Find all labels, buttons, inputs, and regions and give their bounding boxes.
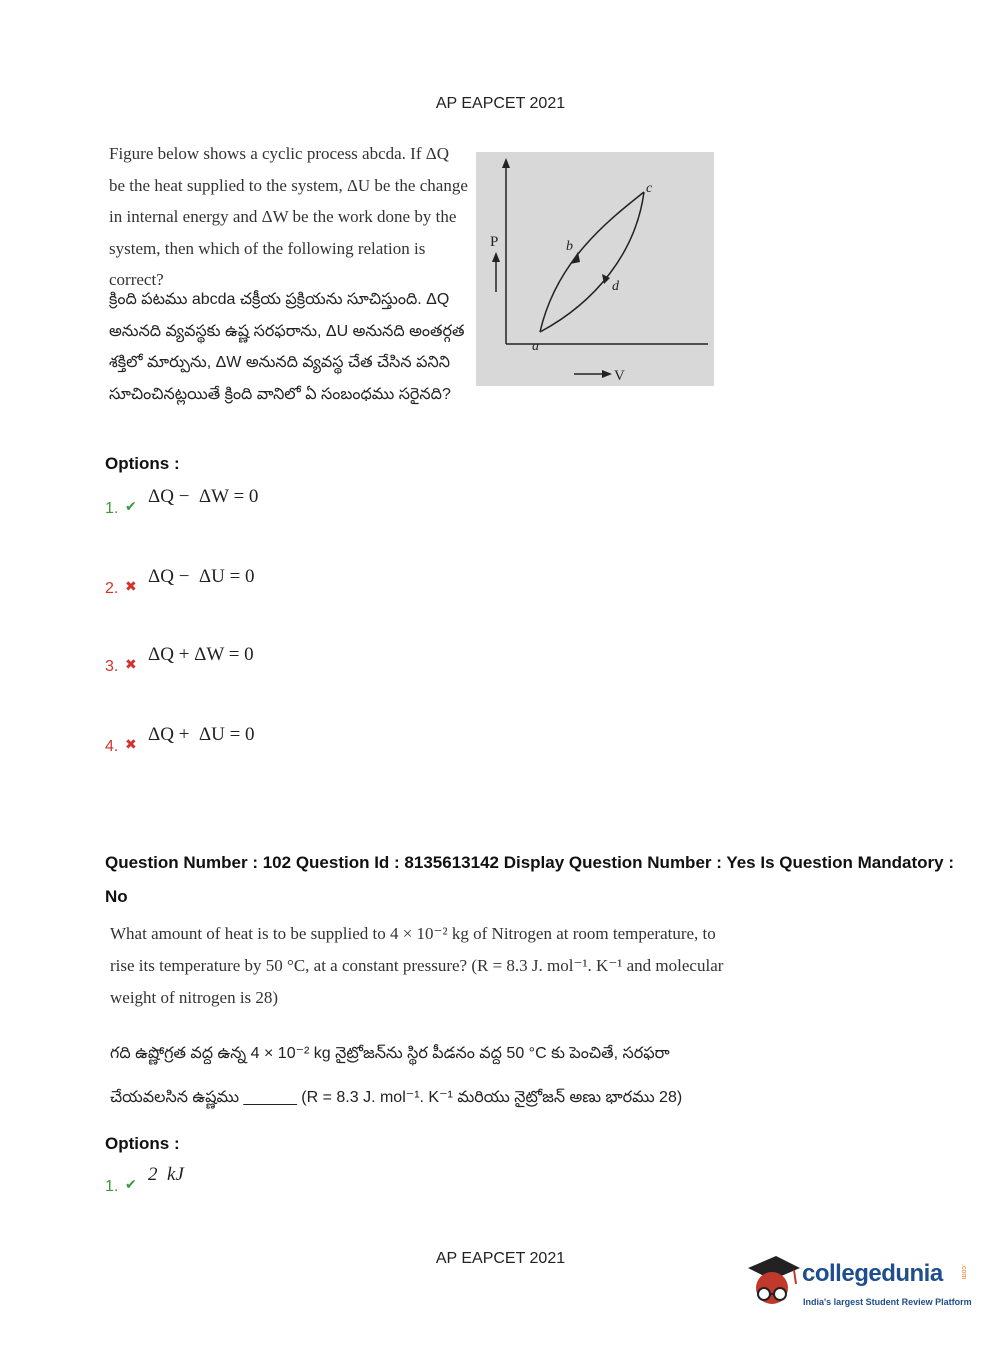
question-text-english: Figure below shows a cyclic process abcda. If ΔQ be the heat supplied to the system, ΔU be the change in internal energy and ΔW be the work done by the system, then which of the following relation is correct? [109, 144, 468, 289]
logo-tagline: India's largest Student Review Platform [803, 1297, 972, 1307]
logo-com: .com [960, 1264, 967, 1280]
option-number: 3. [105, 658, 119, 675]
question-text-telugu: క్రింది పటము abcda చక్రీయ ప్రక్రియను సూచిస్తుంది. ΔQ అనునది వ్యవస్థకు ఉష్ణ సరఫరాను, ΔU అనునది అంతర్గత శక్తిలో మార్పును, ΔW అనునది వ్యవస్థ చేత చేసిన పనిని సూచించినట్లయితే క్రింది వానిలో ఏ సంబంధము సరైనది? [109, 291, 465, 403]
pv-diagram [476, 152, 714, 386]
pv-diagram-figure [476, 152, 714, 386]
question-text-telugu: గది ఉష్ణోగ్రత వద్ద ఉన్న 4 × 10⁻² kg నైట్రోజన్‌ను స్థిర పీడనం వద్ద 50 °C కు పెంచితే, సరఫరా చేయవలసిన ఉష్ణము ______ (R = 8.3 J. mol⁻¹. K⁻¹ మరియు నైట్రోజన్ అణు భారము 28) [110, 1045, 683, 1106]
option-number: 4. [105, 738, 119, 755]
option-number: 1. [105, 1178, 119, 1195]
point-label-d: d [612, 279, 619, 294]
page-footer-title: AP EAPCET 2021 [435, 1250, 566, 1267]
collegedunia-logo [742, 1250, 972, 1320]
check-icon: ✔ [125, 1176, 137, 1192]
option-expression: ΔQ + ΔU = 0 [148, 724, 255, 745]
cross-icon: ✖ [125, 656, 137, 672]
p-arrow-head [492, 252, 500, 262]
curve-abc [540, 192, 644, 332]
options-label: Options : [105, 454, 180, 473]
point-label-a: a [532, 339, 539, 354]
curve-cda [540, 192, 644, 332]
option-number: 1. [105, 500, 119, 517]
option-number: 2. [105, 580, 119, 597]
point-label-c: c [646, 181, 653, 196]
y-axis-label: P [490, 234, 499, 250]
page-header: AP EAPCET 2021 [435, 95, 566, 112]
option-expression: ΔQ − ΔW = 0 [148, 486, 259, 507]
options-label: Options : [105, 1134, 180, 1153]
y-axis-arrow [502, 158, 510, 168]
cross-icon: ✖ [125, 578, 137, 594]
question-meta: Question Number : 102 Question Id : 8135613142 Display Question Number : Yes Is Question Mandatory : No [105, 853, 954, 906]
point-label-b: b [566, 239, 573, 254]
mascot-icon [742, 1250, 802, 1320]
option-expression: ΔQ − ΔU = 0 [148, 566, 255, 587]
check-icon: ✔ [125, 498, 137, 514]
option-expression: ΔQ + ΔW = 0 [148, 644, 254, 665]
option-expression: 2 kJ [148, 1164, 184, 1185]
v-arrow-head [602, 370, 612, 378]
x-axis-label: V [614, 368, 625, 384]
cross-icon: ✖ [125, 736, 137, 752]
question-text-english: What amount of heat is to be supplied to 4 × 10⁻² kg of Nitrogen at room temperature, to rise its temperature by 50 °C, at a constant pressure? (R = 8.3 J. mol⁻¹. K⁻¹ and molecular weight of nitrogen is 28) [110, 924, 724, 1007]
logo-name: collegedunia [802, 1260, 943, 1287]
